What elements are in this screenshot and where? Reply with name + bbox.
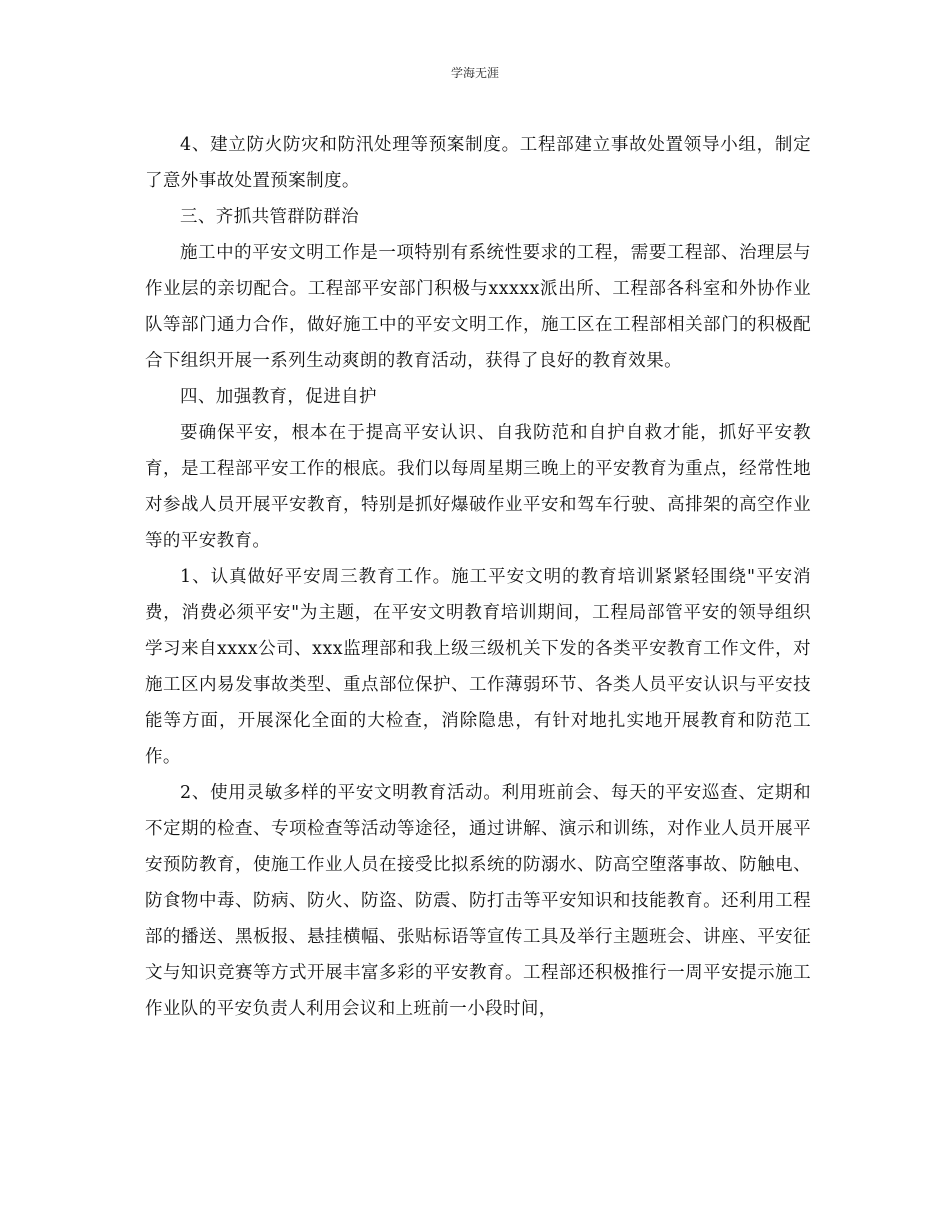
section-heading-3: 三、齐抓共管群防群治: [180, 207, 359, 227]
section-heading-4: 四、加强教育，促进自护: [180, 387, 377, 407]
document-body: [145, 127, 811, 1027]
paragraph-item-1: 1、认真做好平安周三教育工作。施工平安文明的教育培训紧紧轻围绕"平安消费，消费必须平安"为主题，在平安文明教育培训期间，工程局部管平安的领导组织学习来自xxxx公司、xxx监理部和我上级三级机关下发的各类平安教育工作文件，对施工区内易发事故类型、重点部位保护、工作薄弱环节、各类人员平安认识与平安技能等方面，开展深化全面的大检查，消除隐患，有针对地扎实地开展教育和防范工作。: [145, 567, 811, 767]
paragraph-item-2: 2、使用灵敏多样的平安文明教育活动。利用班前会、每天的平安巡查、定期和不定期的检查、专项检查等活动等途径，通过讲解、演示和训练，对作业人员开展平安预防教育，使施工作业人员在接受比拟系统的防溺水、防高空堕落事故、防触电、防食物中毒、防病、防火、防盗、防震、防打击等平安知识和技能教育。还利用工程部的播送、黑板报、悬挂横幅、张贴标语等宣传工具及举行主题班会、讲座、平安征文与知识竞赛等方式开展丰富多彩的平安教育。工程部还积极推行一周平安提示施工作业队的平安负责人利用会议和上班前一小段时间，: [145, 783, 811, 1019]
paragraph-cooperation: 施工中的平安文明工作是一项特别有系统性要求的工程，需要工程部、治理层与作业层的亲切配合。工程部平安部门积极与xxxxx派出所、工程部各科室和外协作业队等部门通力合作，做好施工中的平安文明工作，施工区在工程部相关部门的积极配合下组织开展一系列生动爽朗的教育活动，获得了良好的教育效果。: [145, 243, 811, 371]
page-header: 学海无涯: [450, 66, 499, 80]
paragraph-education: 要确保平安，根本在于提高平安认识、自我防范和自护自救才能，抓好平安教育，是工程部平安工作的根底。我们以每周星期三晚上的平安教育为重点，经常性地对参战人员开展平安教育，特别是抓好爆破作业平安和驾车行驶、高排架的高空作业等的平安教育。: [145, 423, 811, 551]
paragraph-item-4: 4、建立防火防灾和防汛处理等预案制度。工程部建立事故处置领导小组，制定了意外事故处置预案制度。: [145, 135, 811, 191]
